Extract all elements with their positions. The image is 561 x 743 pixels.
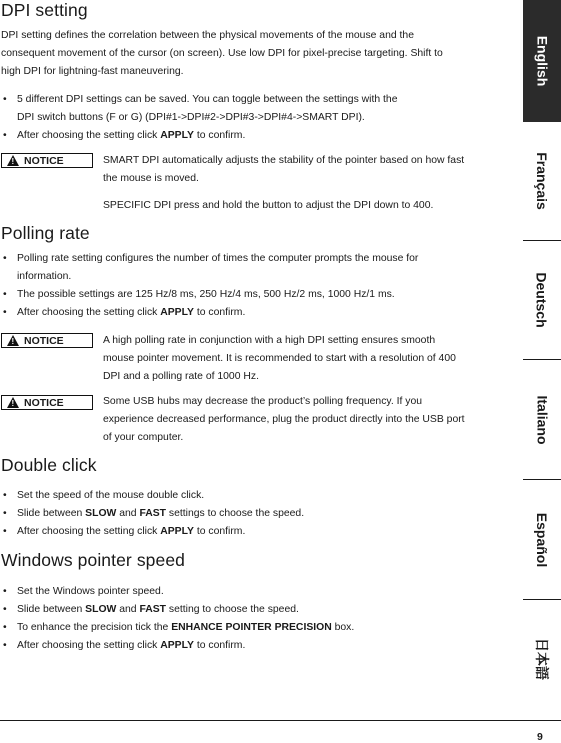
list-item <box>1 127 501 145</box>
notice-badge <box>1 395 93 410</box>
list-item-text: settings to choose the speed. <box>166 508 305 519</box>
tab-label: Italiano <box>534 394 551 445</box>
pointer-speed-bullet-list <box>1 583 501 655</box>
list-item-text: After choosing the setting click <box>17 130 161 141</box>
notice-line: the mouse is moved. <box>103 173 199 184</box>
list-item-text: to confirm. <box>193 307 246 318</box>
dpi-intro-line: high DPI for lightning-fast maneuvering. <box>1 66 184 77</box>
list-item <box>1 601 501 619</box>
dpi-intro-line: DPI setting defines the correlation between the physical movements of the mouse and the <box>1 30 414 41</box>
list-item: • Set the speed of the mouse double click. <box>1 487 501 505</box>
notice-label: NOTICE <box>24 154 64 167</box>
page-number: 9 <box>537 731 543 743</box>
tab-label: Español <box>534 512 550 567</box>
notice-line: A high polling rate in conjunction with a high DPI setting ensures smooth <box>103 335 436 346</box>
list-item-text: information. <box>17 271 72 282</box>
apply-keyword: APPLY <box>160 307 194 318</box>
notice-text <box>103 393 511 447</box>
fast-keyword: FAST <box>139 508 167 519</box>
polling-bullet-list <box>1 250 501 322</box>
list-item <box>1 505 501 523</box>
list-item-text: 5 different DPI settings can be saved. You can toggle between the settings with the <box>17 94 398 105</box>
tab-francais[interactable] <box>523 122 561 240</box>
notice-line: experience decreased performance, plug the product directly into the USB port <box>103 414 465 425</box>
slow-keyword: SLOW <box>85 604 117 615</box>
notice-line: Some USB hubs may decrease the product’s polling frequency. If you <box>103 396 423 407</box>
tab-deutsch[interactable] <box>523 241 561 359</box>
list-item-text: After choosing the setting click <box>17 307 161 318</box>
section-heading-double-click: Double click <box>1 455 97 475</box>
tab-japanese[interactable] <box>523 600 561 718</box>
list-item-text: to confirm. <box>193 640 246 651</box>
warning-triangle-icon <box>7 397 19 408</box>
notice-text <box>103 152 511 215</box>
list-item-text: After choosing the setting click <box>17 526 161 537</box>
list-item-text: and <box>116 508 140 519</box>
list-item: • Set the Windows pointer speed. <box>1 583 501 601</box>
dpi-bullet-list <box>1 91 501 145</box>
list-item <box>1 304 501 322</box>
list-item-text: to confirm. <box>193 130 246 141</box>
warning-triangle-icon <box>7 155 19 166</box>
list-item-text: To enhance the precision tick the <box>17 622 172 633</box>
apply-keyword: APPLY <box>160 526 194 537</box>
list-item-text: box. <box>331 622 355 633</box>
section-heading-dpi: DPI setting <box>1 0 88 20</box>
notice-line: DPI and a polling rate of 1000 Hz. <box>103 371 259 382</box>
apply-keyword: APPLY <box>160 130 194 141</box>
apply-keyword: APPLY <box>160 640 194 651</box>
dpi-intro <box>1 27 501 81</box>
section-heading-pointer-speed: Windows pointer speed <box>1 550 186 570</box>
notice-label: NOTICE <box>24 334 64 347</box>
notice-badge <box>1 153 93 168</box>
notice-line: of your computer. <box>103 432 184 443</box>
list-item-text: DPI switch buttons (F or G) (DPI#1->DPI#2->DPI#3->DPI#4->SMART DPI). <box>17 112 365 123</box>
enhance-precision-keyword: ENHANCE POINTER PRECISION <box>171 622 332 633</box>
list-item-text: and <box>116 604 140 615</box>
fast-keyword: FAST <box>139 604 167 615</box>
list-item-text: Slide between <box>17 508 86 519</box>
list-item-text: Slide between <box>17 604 86 615</box>
warning-triangle-icon <box>7 335 19 346</box>
tab-label: English <box>534 35 550 87</box>
language-tab-bar <box>523 0 561 720</box>
list-item <box>1 637 501 655</box>
notice-line: mouse pointer movement. It is recommended to start with a resolution of 400 <box>103 353 456 364</box>
notice-label: NOTICE <box>24 396 64 409</box>
notice-text <box>103 332 511 386</box>
footer-divider <box>0 720 561 721</box>
list-item <box>1 250 501 286</box>
double-click-bullet-list <box>1 487 501 541</box>
list-item <box>1 619 501 637</box>
slow-keyword: SLOW <box>85 508 117 519</box>
dpi-intro-line: consequent movement of the cursor (on screen). Use low DPI for pixel-precise targeting. Shift to <box>1 48 443 59</box>
list-item: • The possible settings are 125 Hz/8 ms, 250 Hz/4 ms, 500 Hz/2 ms, 1000 Hz/1 ms. <box>1 286 501 304</box>
list-item-text: After choosing the setting click <box>17 640 161 651</box>
tab-italiano[interactable] <box>523 360 561 479</box>
tab-label: 日本語 <box>534 638 550 680</box>
notice-line: SPECIFIC DPI press and hold the button to adjust the DPI down to 400. <box>103 200 434 211</box>
list-item-text: Polling rate setting configures the number of times the computer prompts the mouse for <box>17 253 419 264</box>
section-heading-polling: Polling rate <box>1 223 90 243</box>
notice-line: SMART DPI automatically adjusts the stability of the pointer based on how fast <box>103 155 465 166</box>
tab-espanol[interactable] <box>523 480 561 599</box>
list-item <box>1 91 501 127</box>
list-item-text: setting to choose the speed. <box>166 604 299 615</box>
tab-label: Français <box>534 152 550 210</box>
tab-label: Deutsch <box>534 272 551 328</box>
notice-badge <box>1 333 93 348</box>
tab-english[interactable] <box>523 0 561 122</box>
list-item <box>1 523 501 541</box>
list-item-text: to confirm. <box>193 526 246 537</box>
